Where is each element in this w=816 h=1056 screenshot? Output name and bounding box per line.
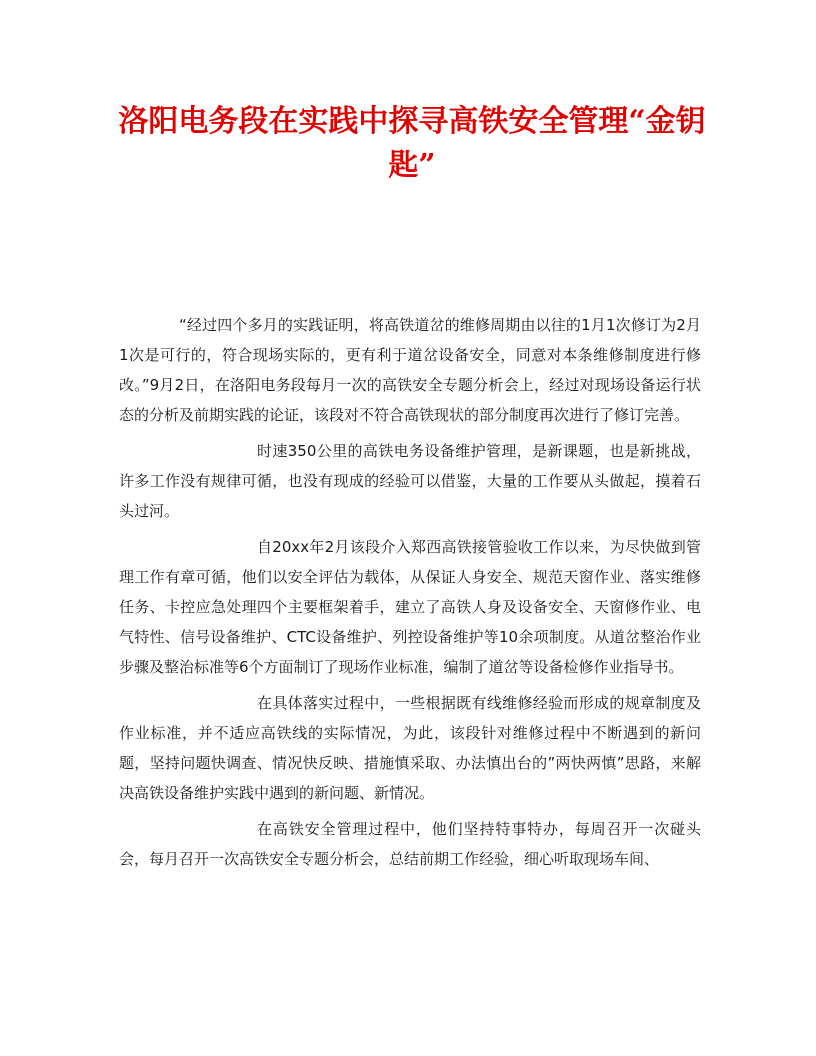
paragraph-2: 时速350公里的高铁电务设备维护管理，是新课题，也是新挑战，许多工作没有规律可循，也没有现成的经验可以借鉴，大量的工作要从头做起，摸着石头过河。 [119, 442, 701, 520]
document-title: 洛阳电务段在实践中探寻高铁安全管理“金钥匙” [118, 104, 706, 183]
paragraph-4: 在具体落实过程中，一些根据既有线维修经验而形成的规章制度及作业标准，并不适应高铁线的实际情况，为此，该段针对维修过程中不断遇到的新问题，坚持问题快调查、情况快反映、措施慎采取、办法慎出台的”两快两慎”思路，来解决高铁设备维护实践中遇到的新问题、新情况。 [119, 694, 701, 802]
document-body [119, 310, 701, 880]
paragraph-1: “经过四个多月的实践证明，将高铁道岔的维修周期由以往的1月1次修订为2月1次是可行的，符合现场实际的，更有利于道岔设备安全，同意对本条维修制度进行修改。”9月2日，在洛阳电务段每月一次的高铁安全专题分析会上，经过对现场设备运行状态的分析及前期实践的论证，该段对不符合高铁现状的部分制度再次进行了修订完善。 [119, 316, 701, 424]
paragraph-5: 在高铁安全管理过程中，他们坚持特事特办，每周召开一次碰头会，每月召开一次高铁安全专题分析会，总结前期工作经验，细心听取现场车间、 [119, 820, 701, 868]
paragraph-3: 自20xx年2月该段介入郑西高铁接管验收工作以来，为尽快做到管理工作有章可循，他们以安全评估为载体，从保证人身安全、规范天窗作业、落实维修任务、卡控应急处理四个主要框架着手，建立了高铁人身及设备安全、天窗修作业、电气特性、信号设备维护、CTC设备维护、列控设备维护等10余项制度。从道岔整治作业步骤及整治标准等6个方面制订了现场作业标准，编制了道岔等设备检修作业指导书。 [119, 538, 701, 676]
